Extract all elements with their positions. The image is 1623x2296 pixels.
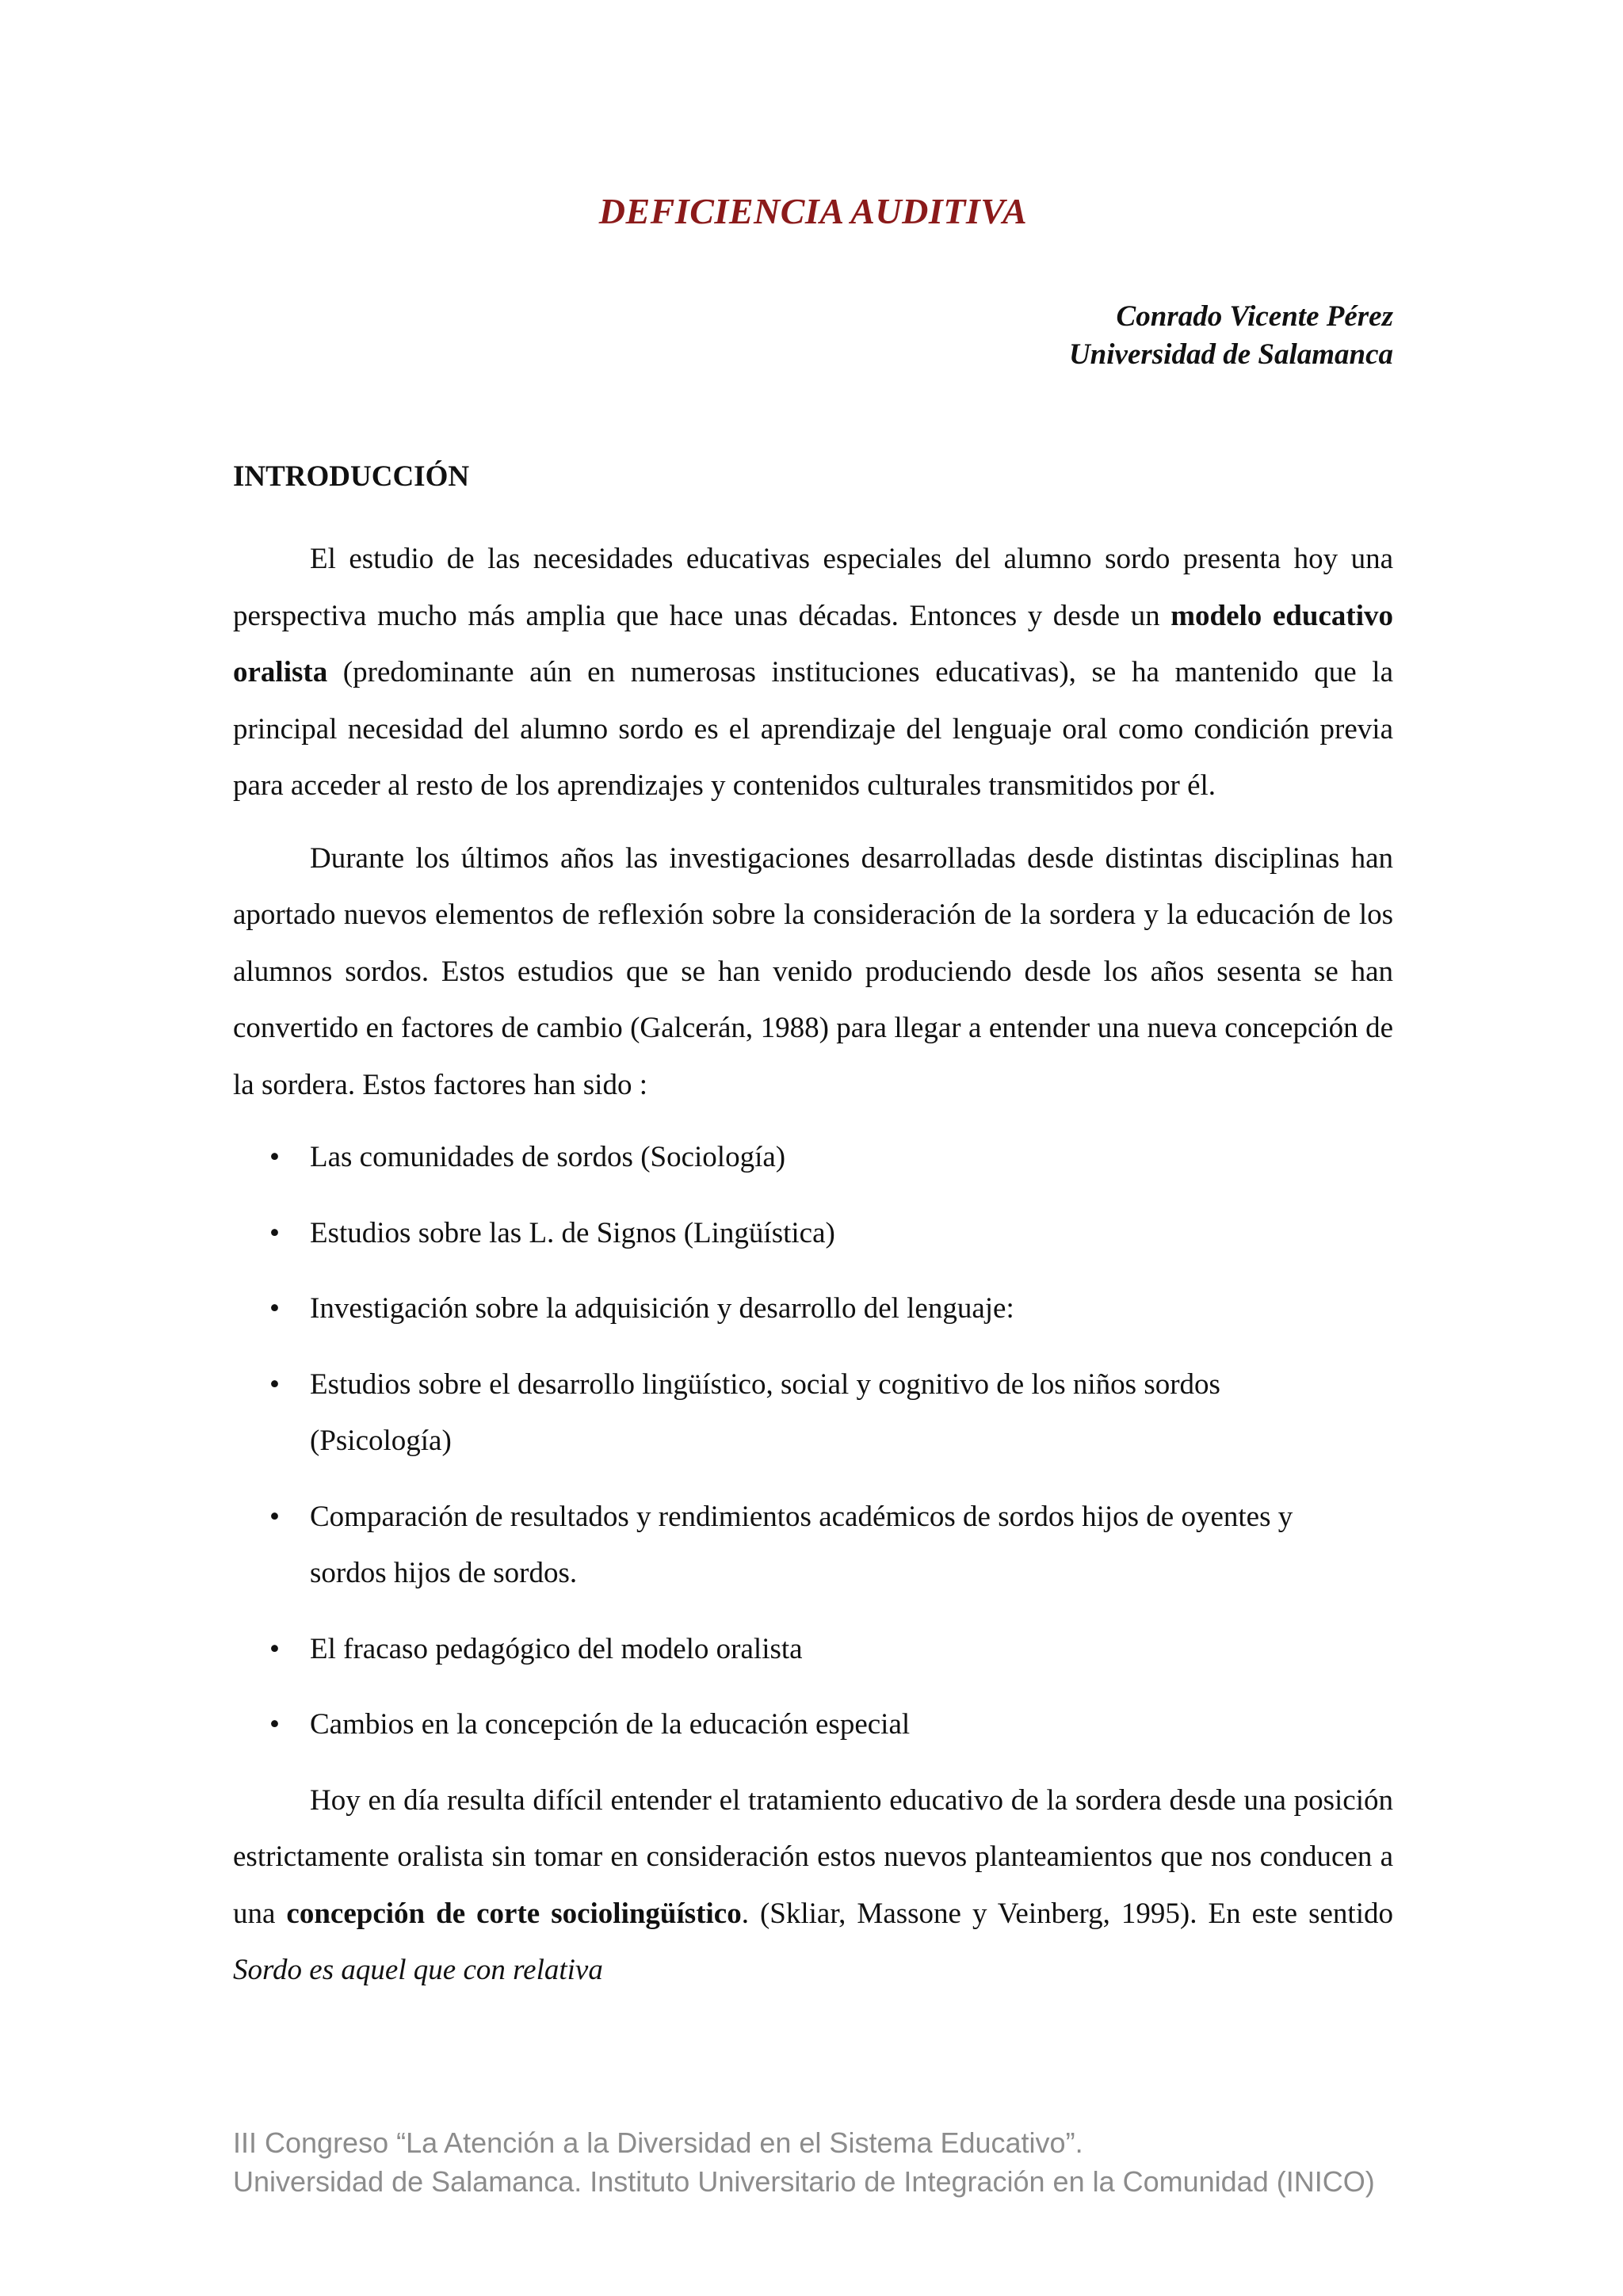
list-item-text: Comparación de resultados y rendimientos académicos de sordos hijos de oyentes y sordos hijos de sordos. (310, 1500, 1293, 1589)
paragraph-3 (233, 1772, 1393, 1999)
footer-line-1: III Congreso “La Atención a la Diversidad en el Sistema Educativo”. (233, 2126, 1083, 2159)
factors-list (233, 1129, 1393, 1753)
author-affiliation: Universidad de Salamanca (1068, 338, 1393, 371)
paragraph-3-bold: concepción de corte sociolingüístico (286, 1897, 742, 1930)
bullet-icon: • (269, 1141, 280, 1173)
paragraph-3-text-b: . (Skliar, Massone y Veinberg, 1995). En este sentido (741, 1897, 1393, 1930)
bullet-icon: • (269, 1216, 280, 1249)
list-item-text: Las comunidades de sordos (Sociología) (310, 1141, 786, 1173)
paragraph-2: Durante los últimos años las investigaciones desarrolladas desde distintas disciplinas han aportado nuevos elementos de reflexión sobre la consideración de la sordera y la educación de los alumnos sordos. Estos estudios que se han venido produciendo desde los años sesenta se han convertido en factores de cambio (Galcerán, 1988) para llegar a entender una nueva concepción de la sordera. Estos factores han sido : (233, 841, 1393, 1101)
paragraph-1-text-a: El estudio de las necesidades educativas especiales del alumno sordo presenta hoy una perspectiva mucho más amplia que hace unas décadas. Entonces y desde un (233, 543, 1393, 632)
list-item-text: Cambios en la concepción de la educación especial (310, 1708, 911, 1741)
author-block (1069, 298, 1393, 374)
bullet-icon: • (269, 1292, 280, 1325)
page-footer (233, 2123, 1375, 2201)
list-item (233, 1489, 1356, 1602)
paragraph-3-text-a: Hoy en día resulta difícil entender el tratamiento educativo de la sordera desde una posición estrictamente oralista sin tomar en consideración estos nuevos planteamientos que nos conducen a una (233, 1783, 1393, 1930)
bullet-icon: • (269, 1632, 280, 1665)
paragraph-1-text-b: (predominante aún en numerosas instituciones educativas), se ha mantenido que la principal necesidad del alumno sordo es el aprendizaje del lenguaje oral como condición previa para acceder al resto de los aprendizajes y contenidos culturales transmitidos por él. (233, 656, 1393, 802)
list-item (233, 1129, 1356, 1186)
list-item (233, 1356, 1356, 1470)
list-item-text: El fracaso pedagógico del modelo oralista (310, 1632, 803, 1665)
list-item (233, 1621, 1356, 1678)
list-item-text: Estudios sobre las L. de Signos (Lingüística) (310, 1216, 835, 1249)
bullet-icon: • (269, 1708, 280, 1741)
bullet-icon: • (269, 1367, 280, 1401)
footer-line-2: Universidad de Salamanca. Instituto Universitario de Integración en la Comunidad (INICO) (233, 2165, 1375, 2198)
document-title: DEFICIENCIA AUDITIVA (598, 191, 1028, 231)
list-item-text: Estudios sobre el desarrollo lingüístico, social y cognitivo de los niños sordos (Psicología) (310, 1367, 1220, 1457)
paragraph-1-bold: modelo educativo oralista (233, 599, 1393, 688)
author-name: Conrado Vicente Pérez (1116, 300, 1393, 333)
list-item (233, 1280, 1356, 1337)
list-item (233, 1696, 1356, 1753)
paragraph-3-italic: Sordo es aquel que con relativa (233, 1954, 603, 1986)
list-item (233, 1205, 1356, 1262)
body-text (233, 531, 1393, 2015)
paragraph-1 (233, 531, 1393, 814)
section-heading: INTRODUCCIÓN (233, 460, 470, 493)
bullet-icon: • (269, 1500, 280, 1533)
document-page (233, 0, 1393, 2296)
list-item-text: Investigación sobre la adquisición y desarrollo del lenguaje: (310, 1292, 1014, 1325)
